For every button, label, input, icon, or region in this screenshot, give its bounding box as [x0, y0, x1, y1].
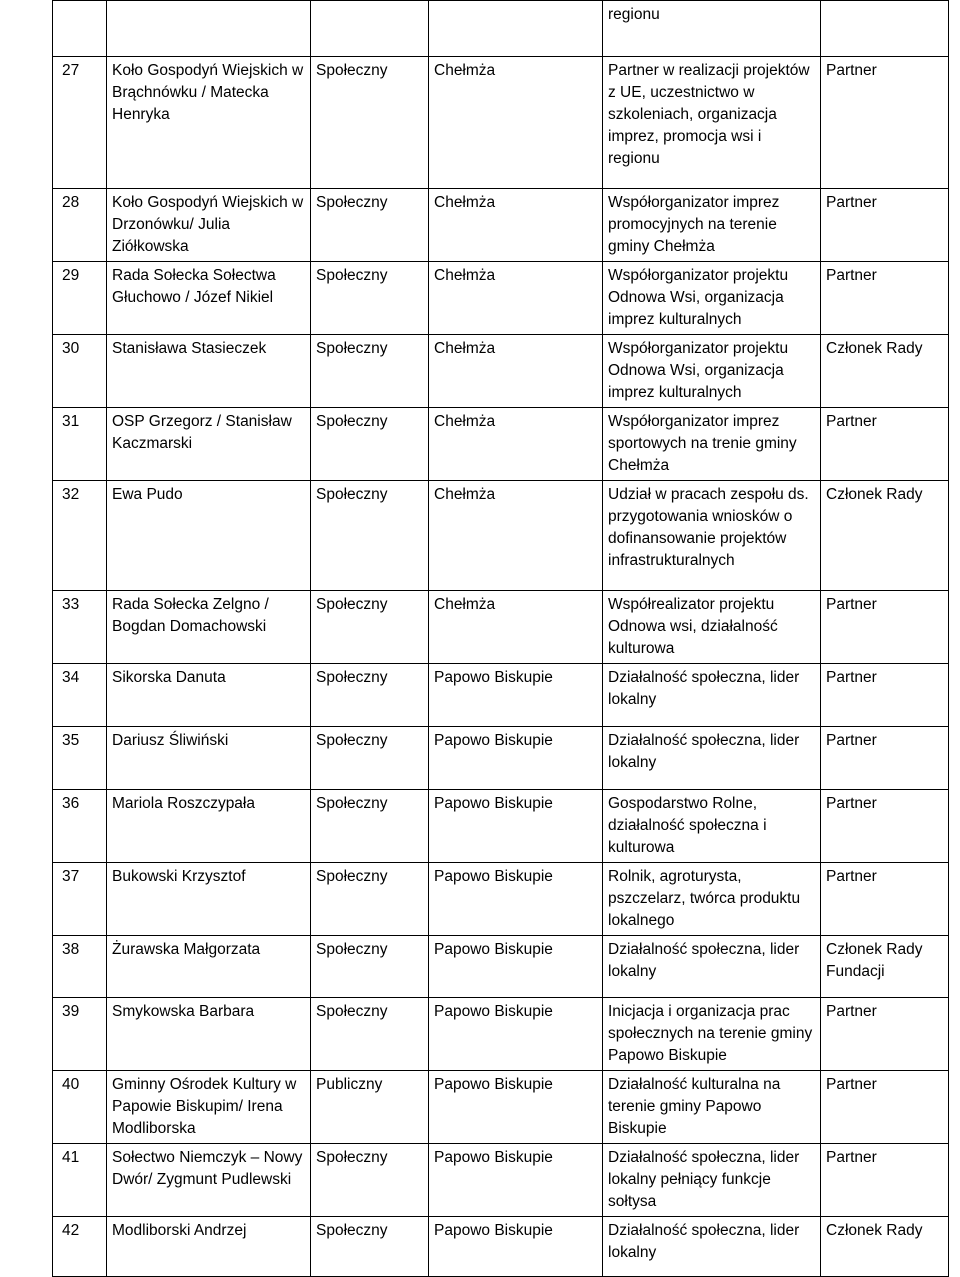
cell-nr: 37	[53, 863, 107, 936]
cell-place: Chełmża	[429, 408, 603, 481]
cell-role: Partner	[821, 1144, 949, 1217]
cell-sector: Społeczny	[311, 1217, 429, 1277]
table-row	[53, 591, 949, 664]
cell-description: Udział w pracach zespołu ds. przygotowania wniosków o dofinansowanie projektów infrastrukturalnych	[603, 481, 821, 591]
cell-role: Partner	[821, 262, 949, 335]
cell-sector: Społeczny	[311, 481, 429, 591]
cell-name: Gminny Ośrodek Kultury w Papowie Biskupim/ Irena Modliborska	[107, 1071, 311, 1144]
cell-role: Partner	[821, 57, 949, 189]
cell-place: Papowo Biskupie	[429, 1217, 603, 1277]
table-row	[53, 481, 949, 591]
cell-place: Chełmża	[429, 189, 603, 262]
cell-description: Działalność społeczna, lider lokalny	[603, 727, 821, 790]
cell-nr: 28	[53, 189, 107, 262]
cell-description: Współorganizator imprez promocyjnych na terenie gminy Chełmża	[603, 189, 821, 262]
table-row	[53, 936, 949, 998]
cell-place: Papowo Biskupie	[429, 790, 603, 863]
cell-nr: 27	[53, 57, 107, 189]
cell-name: Żurawska Małgorzata	[107, 936, 311, 998]
cell-sector: Społeczny	[311, 936, 429, 998]
cell-sector	[311, 1, 429, 57]
cell-sector: Społeczny	[311, 335, 429, 408]
cell-description: Działalność kulturalna na terenie gminy Papowo Biskupie	[603, 1071, 821, 1144]
cell-nr: 31	[53, 408, 107, 481]
table-row	[53, 863, 949, 936]
cell-description: Współorganizator imprez sportowych na trenie gminy Chełmża	[603, 408, 821, 481]
cell-sector: Społeczny	[311, 790, 429, 863]
cell-description: Działalność społeczna, lider lokalny pełniący funkcje sołtysa	[603, 1144, 821, 1217]
cell-description: Współorganizator projektu Odnowa Wsi, organizacja imprez kulturalnych	[603, 262, 821, 335]
members-table	[52, 0, 949, 1277]
cell-nr: 38	[53, 936, 107, 998]
table-row	[53, 664, 949, 727]
cell-nr: 40	[53, 1071, 107, 1144]
cell-place: Papowo Biskupie	[429, 1144, 603, 1217]
table-row	[53, 1071, 949, 1144]
cell-description: Partner w realizacji projektów z UE, uczestnictwo w szkoleniach, organizacja imprez, promocja wsi i regionu	[603, 57, 821, 189]
cell-name: Bukowski Krzysztof	[107, 863, 311, 936]
cell-nr	[53, 1, 107, 57]
cell-nr: 29	[53, 262, 107, 335]
cell-description: Działalność społeczna, lider lokalny	[603, 664, 821, 727]
table-row	[53, 1144, 949, 1217]
table-row-continuation	[53, 1, 949, 57]
cell-role: Partner	[821, 1071, 949, 1144]
cell-place: Chełmża	[429, 57, 603, 189]
cell-nr: 33	[53, 591, 107, 664]
cell-place: Chełmża	[429, 262, 603, 335]
cell-sector: Społeczny	[311, 262, 429, 335]
table-row	[53, 57, 949, 189]
cell-sector: Społeczny	[311, 1144, 429, 1217]
cell-name	[107, 1, 311, 57]
cell-nr: 41	[53, 1144, 107, 1217]
cell-role: Partner	[821, 727, 949, 790]
cell-place: Papowo Biskupie	[429, 863, 603, 936]
members-table-body	[53, 1, 949, 1277]
cell-role: Partner	[821, 998, 949, 1071]
cell-role: Członek Rady	[821, 1217, 949, 1277]
cell-role: Partner	[821, 664, 949, 727]
cell-place: Papowo Biskupie	[429, 936, 603, 998]
cell-nr: 39	[53, 998, 107, 1071]
cell-description: Współrealizator projektu Odnowa wsi, działalność kulturowa	[603, 591, 821, 664]
cell-place: Chełmża	[429, 335, 603, 408]
cell-role: Partner	[821, 408, 949, 481]
cell-name: Koło Gospodyń Wiejskich w Drzonówku/ Julia Ziółkowska	[107, 189, 311, 262]
cell-sector: Społeczny	[311, 863, 429, 936]
cell-description: Inicjacja i organizacja prac społecznych na terenie gminy Papowo Biskupie	[603, 998, 821, 1071]
cell-description: Działalność społeczna, lider lokalny	[603, 1217, 821, 1277]
cell-description: Działalność społeczna, lider lokalny	[603, 936, 821, 998]
cell-sector: Publiczny	[311, 1071, 429, 1144]
cell-nr: 42	[53, 1217, 107, 1277]
cell-name: Koło Gospodyń Wiejskich w Brąchnówku / Matecka Henryka	[107, 57, 311, 189]
table-row	[53, 790, 949, 863]
table-row	[53, 335, 949, 408]
cell-place: Papowo Biskupie	[429, 664, 603, 727]
cell-description: Współorganizator projektu Odnowa Wsi, organizacja imprez kulturalnych	[603, 335, 821, 408]
cell-sector: Społeczny	[311, 408, 429, 481]
cell-sector: Społeczny	[311, 664, 429, 727]
cell-sector: Społeczny	[311, 998, 429, 1071]
cell-nr: 34	[53, 664, 107, 727]
cell-sector: Społeczny	[311, 57, 429, 189]
cell-name: Ewa Pudo	[107, 481, 311, 591]
cell-role: Partner	[821, 591, 949, 664]
cell-name: Rada Sołecka Zelgno / Bogdan Domachowski	[107, 591, 311, 664]
cell-place: Chełmża	[429, 591, 603, 664]
cell-nr: 30	[53, 335, 107, 408]
table-row	[53, 727, 949, 790]
cell-sector: Społeczny	[311, 591, 429, 664]
cell-place	[429, 1, 603, 57]
cell-place: Papowo Biskupie	[429, 1071, 603, 1144]
cell-description: Gospodarstwo Rolne, działalność społeczna i kulturowa	[603, 790, 821, 863]
cell-nr: 36	[53, 790, 107, 863]
cell-role: Członek Rady Fundacji	[821, 936, 949, 998]
cell-sector: Społeczny	[311, 189, 429, 262]
cell-role: Partner	[821, 863, 949, 936]
cell-nr: 35	[53, 727, 107, 790]
cell-role	[821, 1, 949, 57]
cell-name: Modliborski Andrzej	[107, 1217, 311, 1277]
cell-name: Smykowska Barbara	[107, 998, 311, 1071]
cell-role: Członek Rady	[821, 335, 949, 408]
cell-nr: 32	[53, 481, 107, 591]
table-row	[53, 189, 949, 262]
cell-name: Dariusz Śliwiński	[107, 727, 311, 790]
cell-role: Partner	[821, 189, 949, 262]
cell-place: Papowo Biskupie	[429, 998, 603, 1071]
cell-role: Partner	[821, 790, 949, 863]
cell-role: Członek Rady	[821, 481, 949, 591]
cell-place: Papowo Biskupie	[429, 727, 603, 790]
cell-name: Rada Sołecka Sołectwa Głuchowo / Józef Nikiel	[107, 262, 311, 335]
cell-place: Chełmża	[429, 481, 603, 591]
cell-name: Stanisława Stasieczek	[107, 335, 311, 408]
table-row	[53, 998, 949, 1071]
cell-name: Sikorska Danuta	[107, 664, 311, 727]
cell-description: regionu	[603, 1, 821, 57]
cell-name: Mariola Roszczypała	[107, 790, 311, 863]
cell-description: Rolnik, agroturysta, pszczelarz, twórca produktu lokalnego	[603, 863, 821, 936]
table-row	[53, 408, 949, 481]
cell-name: Sołectwo Niemczyk – Nowy Dwór/ Zygmunt Pudlewski	[107, 1144, 311, 1217]
table-row	[53, 262, 949, 335]
cell-sector: Społeczny	[311, 727, 429, 790]
cell-name: OSP Grzegorz / Stanisław Kaczmarski	[107, 408, 311, 481]
